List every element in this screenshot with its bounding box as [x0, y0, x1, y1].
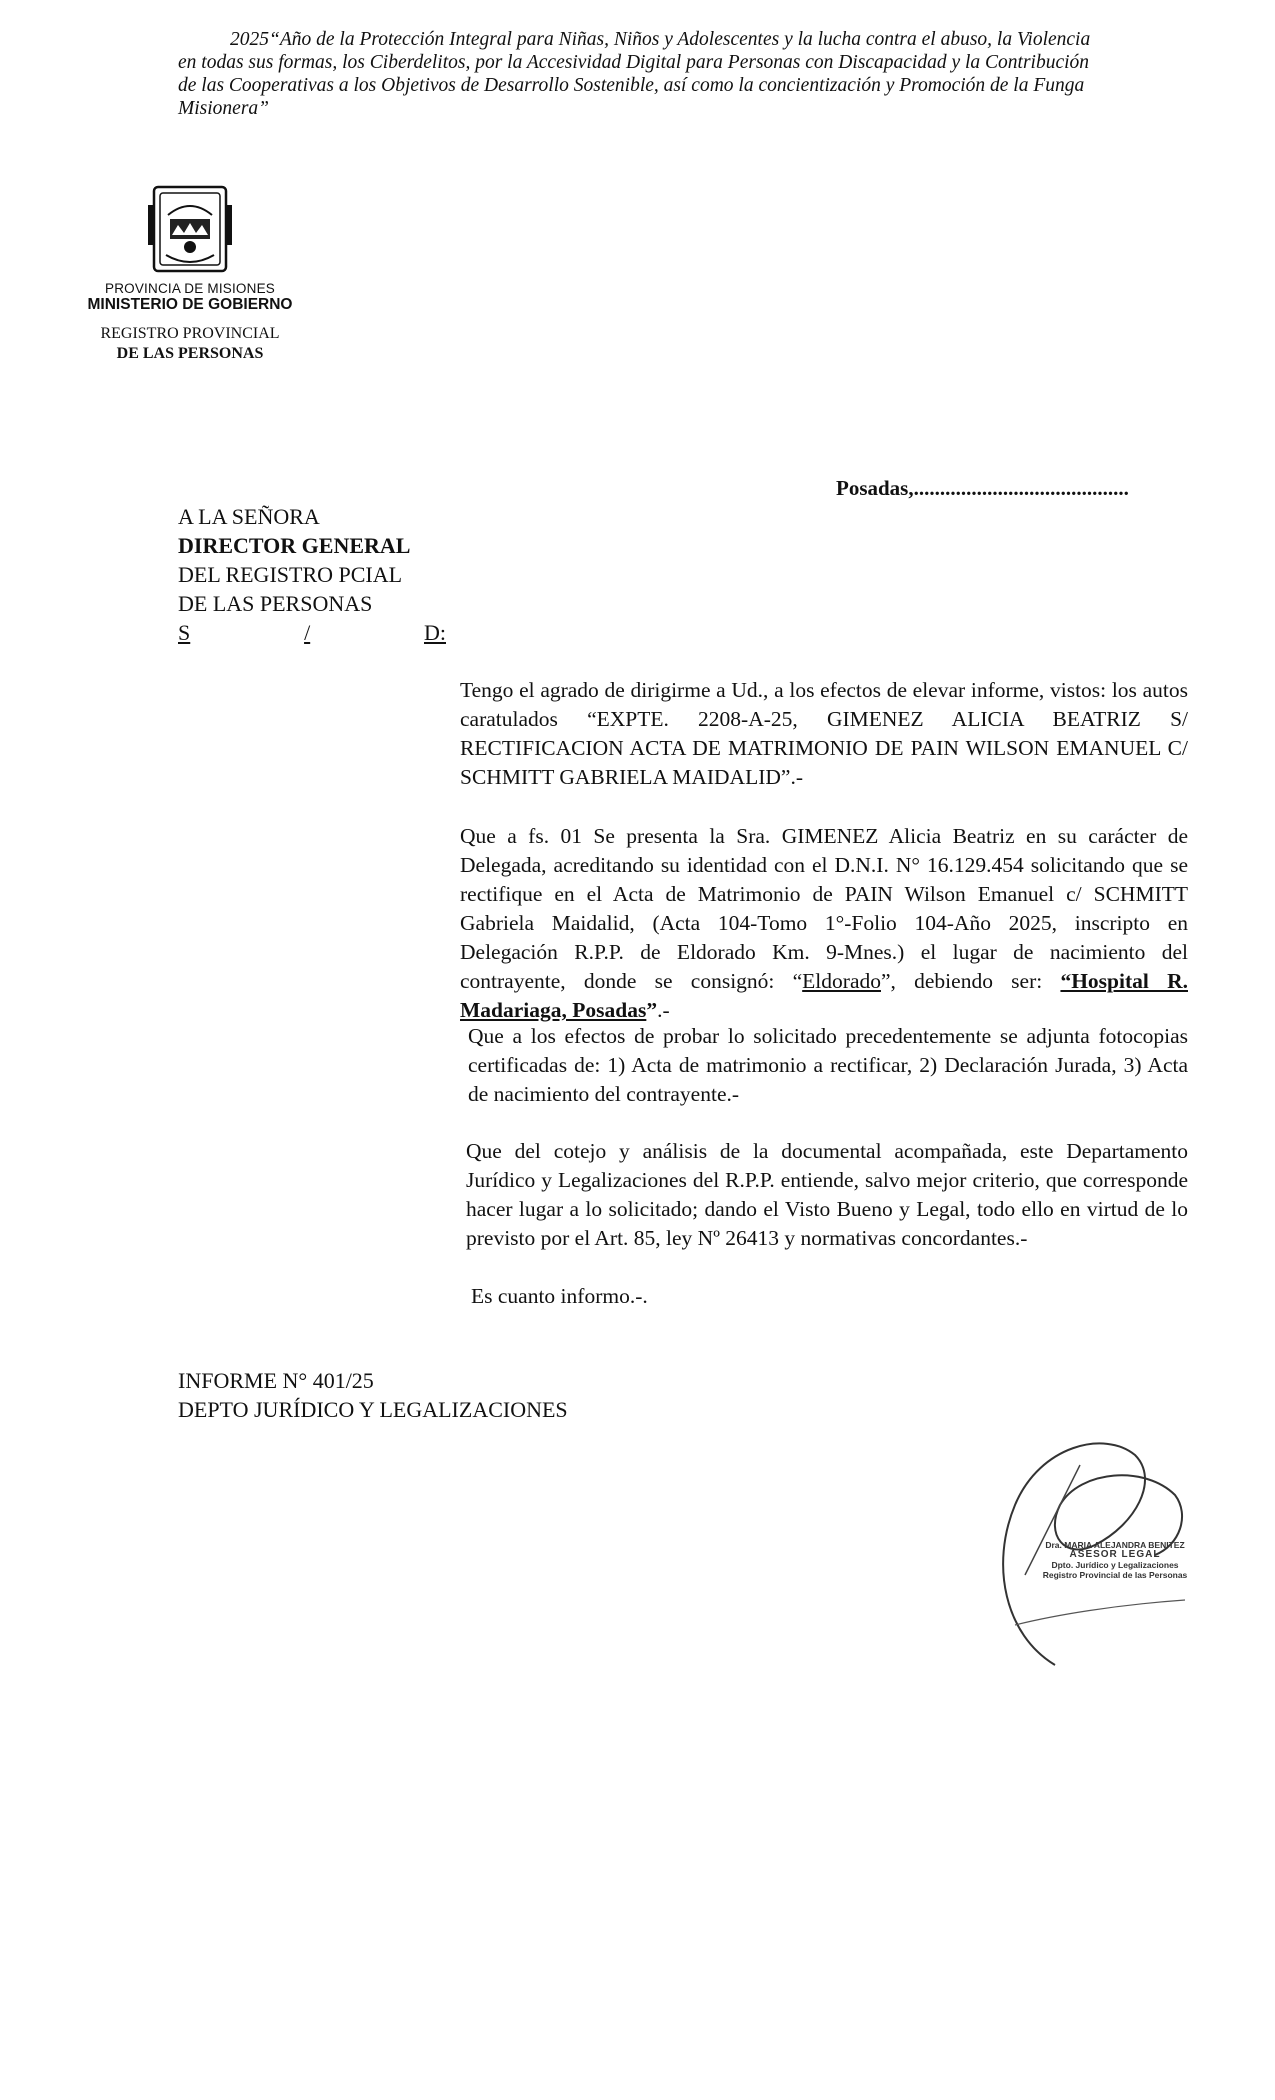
- sd-line: [178, 618, 446, 647]
- legal-stamp: [1035, 1540, 1195, 1580]
- paragraph-text: Que a los efectos de probar lo solicitado precedentemente se adjunta fotocopias certificadas de: 1) Acta de matrimonio a rectificar, 2) Declaración Jurada, 3) Acta de nacimiento del contrayente.-: [468, 1024, 1188, 1106]
- ministry-name: MINISTERIO DE GOBIERNO: [87, 296, 293, 313]
- paragraph-2: [178, 822, 1188, 1025]
- eldorado-text: Eldorado: [802, 969, 881, 993]
- stamp-department: Dpto. Jurídico y Legalizaciones: [1051, 1560, 1179, 1570]
- addressee-line: DEL REGISTRO PCIAL: [178, 562, 403, 587]
- header-motto: [178, 28, 1178, 120]
- paragraph-2-part-a: Que a fs. 01 Se presenta la Sra. GIMENEZ Alicia Beatriz en su carácter de Delegada, acreditando su identidad con el D.N.I. N° 16.129.454 solicitando que se rectifique en el Acta de Matrimonio de PAIN Wilson Emanuel c/ SCHMITT Gabriela Maidalid, (Acta 104-Tomo 1°-Folio 104-Año 2025, inscripto en Delegación R.P.P. de Eldorado Km. 9-Mnes.) el lugar de nacimiento del contrayente, donde se consignó: “: [460, 824, 1188, 993]
- hospital-quote: ”: [646, 998, 658, 1022]
- report-number: INFORME N° 401/25: [178, 1368, 374, 1393]
- paragraph-1: [178, 676, 1188, 792]
- motto-line: 2025“Año de la Protección Integral para Niñas, Niños y Adolescentes y la lucha contra el abuso, la Violencia: [230, 29, 1091, 50]
- report-department: DEPTO JURÍDICO Y LEGALIZACIONES: [178, 1397, 568, 1422]
- addressee-block: [178, 502, 446, 647]
- place-date: Posadas,.........................................: [836, 476, 1129, 500]
- paragraph-text: [178, 822, 1188, 1025]
- closing-line: Es cuanto informo.-.: [471, 1284, 648, 1308]
- addressee-line: DE LAS PERSONAS: [178, 591, 373, 616]
- registry-name-line2: DE LAS PERSONAS: [116, 345, 264, 362]
- stamp-registry: Registro Provincial de las Personas: [1042, 1570, 1188, 1580]
- paragraph-2-part-d: .-: [657, 998, 670, 1022]
- paragraph-text: Que del cotejo y análisis de la documental acompañada, este Departamento Jurídico y Legalizaciones del R.P.P. entiende, salvo mejor criterio, que corresponde hacer lugar a lo solicitado; dando el Visto Bueno y Legal, todo ello en virtud de lo previsto por el Art. 85, ley Nº 26413 y normativas concordantes.-: [466, 1139, 1188, 1250]
- motto-line: en todas sus formas, los Ciberdelitos, por la Accesividad Digital para Personas con Discapacidad y la Contribución: [178, 52, 1090, 73]
- sd-d: D:: [424, 620, 446, 645]
- motto-line: de las Cooperativas a los Objetivos de Desarrollo Sostenible, así como la concientización y Promoción de la Funga: [178, 75, 1085, 96]
- paragraph-3: [178, 1022, 1188, 1109]
- hospital-text: “Hospital R. Madariaga, Posadas: [460, 969, 1188, 1022]
- stamp-name: Dra. MARIA ALEJANDRA BENITEZ: [1045, 1540, 1185, 1550]
- addressee-line: A LA SEÑORA: [178, 504, 320, 529]
- letterhead: [70, 185, 310, 364]
- province-name: PROVINCIA DE MISIONES: [105, 281, 275, 296]
- paragraph-4: [178, 1137, 1188, 1253]
- sd-slash: /: [304, 620, 311, 645]
- provincial-seal-icon: [148, 185, 232, 273]
- paragraph-text: Tengo el agrado de dirigirme a Ud., a los efectos de elevar informe, vistos: los autos caratulados “EXPTE. 2208-A-25, GIMENEZ ALICIA BEATRIZ S/ RECTIFICACION ACTA DE MATRIMONIO DE PAIN WILSON EMANUEL C/ SCHMITT GABRIELA MAIDALID”.-: [460, 678, 1188, 789]
- sd-s: S: [178, 620, 191, 645]
- registry-name-line1: REGISTRO PROVINCIAL: [100, 325, 280, 342]
- paragraph-2-part-b: ”, debiendo ser:: [880, 969, 1061, 993]
- addressee-title: DIRECTOR GENERAL: [178, 533, 411, 558]
- motto-line: Misionera”: [178, 98, 270, 119]
- stamp-title: ASESOR LEGAL: [1069, 1549, 1161, 1560]
- report-block: [178, 1366, 568, 1424]
